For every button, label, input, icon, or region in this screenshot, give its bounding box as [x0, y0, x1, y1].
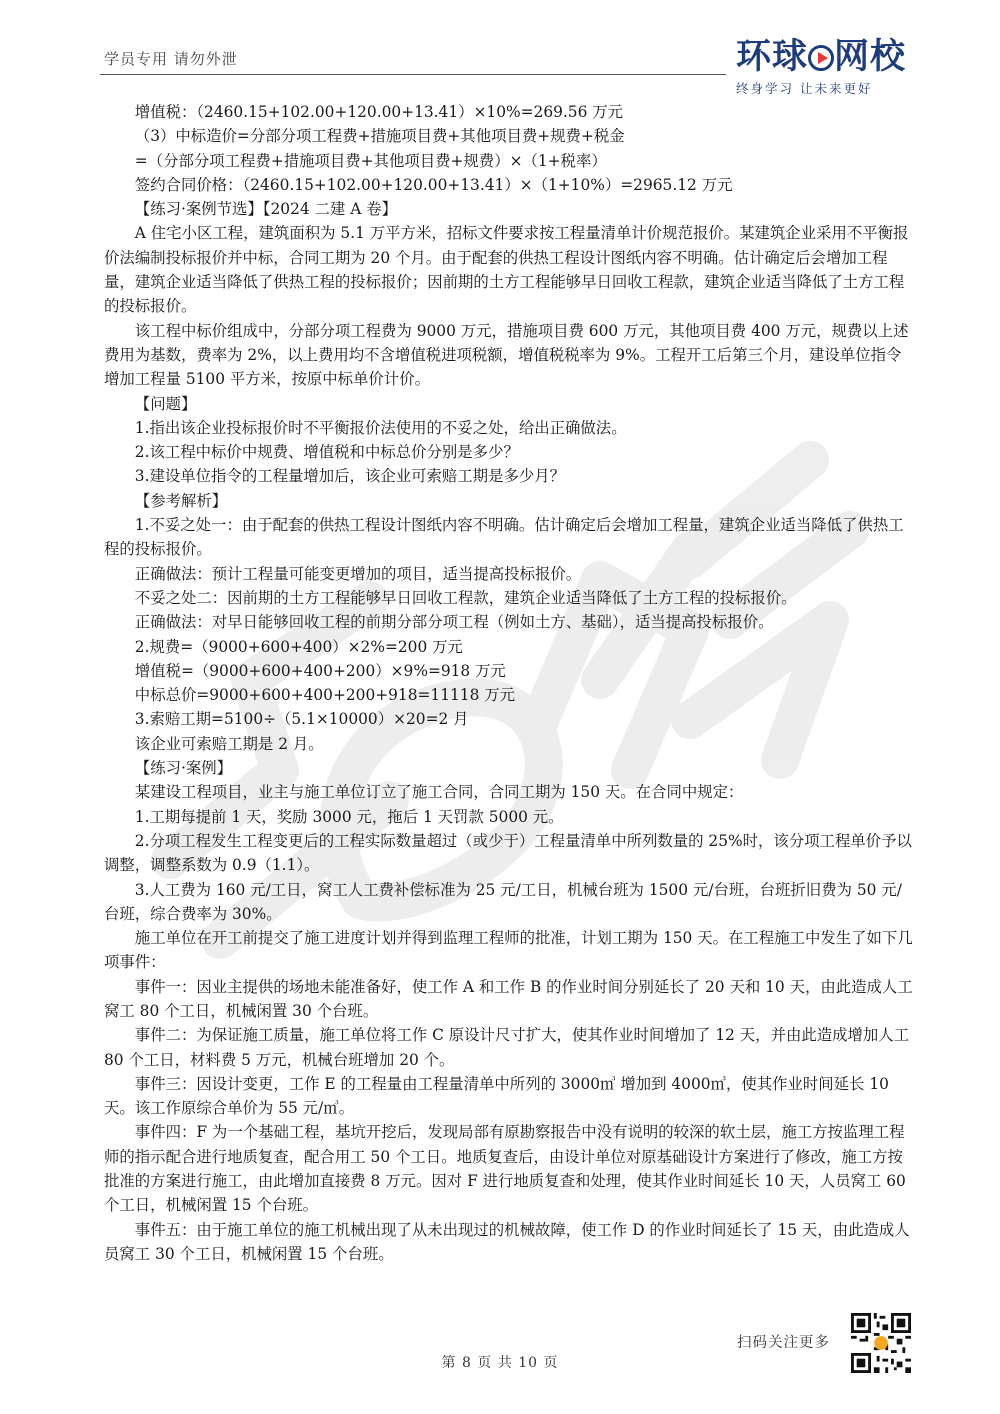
- logo-text-part1: 环球: [736, 37, 809, 77]
- document-body: [104, 100, 916, 1266]
- paragraph: 正确做法：对早日能够回收工程的前期分部分项工程（例如土方、基础），适当提高投标报价。: [134, 613, 774, 632]
- paragraph: 中标总价=9000+600+400+200+918=11118 万元: [134, 686, 516, 705]
- question-item: 3.建设单位指令的工程量增加后，该企业可索赔工期是多少月？: [134, 467, 566, 486]
- event-paragraph: 事件四：F 为一个基础工程，基坑开挖后，发现局部有原勘察报告中没有说明的较深的软土层，施工方按监理工程师的指示配合进行地质复查，配合用工 50 个工日。地质复查后，由设计单位对原基础设计方案进行了修改，施工方按批准的方案进行施工，由此增加直接费 8 万元。因对 F 进行地质复查和处理，使其作业时间延长 10 天，人员窝工 60 个工日，机械闲置 15 个台班。: [104, 1123, 906, 1215]
- paragraph: 施工单位在开工前提交了施工进度计划并得到监理工程师的批准，计划工期为 150 天。在工程施工中发生了如下几项事件：: [104, 929, 913, 972]
- paragraph: 2.规费=（9000+600+400）×2%=200 万元: [134, 637, 463, 656]
- paragraph: 增值税：（2460.15+102.00+120.00+13.41）×10%=269.56 万元: [134, 103, 624, 121]
- play-icon: [808, 45, 834, 71]
- question-item: 2.该工程中标价中规费、增值税和中标总价分别是多少？: [134, 443, 519, 462]
- logo-wordmark: [736, 38, 926, 76]
- event-paragraph: 事件二：为保证施工质量，施工单位将工作 C 原设计尺寸扩大，使其作业时间增加了 12 天，并由此造成增加人工 80 个工日，材料费 5 万元，机械台班增加 20 个。: [104, 1026, 910, 1069]
- paragraph: 增值税=（9000+600+400+200）×9%=918 万元: [134, 661, 506, 680]
- paragraph: 正确做法：预计工程量可能变更增加的项目，适当提高投标报价。: [134, 564, 582, 583]
- paragraph: 该企业可索赔工期是 2 月。: [134, 734, 324, 753]
- header-confidential-text: 学员专用 请勿外泄: [104, 50, 238, 68]
- paragraph: 1.工期每提前 1 天，奖励 3000 元，拖后 1 天罚款 5000 元。: [134, 807, 564, 826]
- paragraph: 3.人工费为 160 元/工日，窝工人工费补偿标准为 25 元/工日，机械台班为 1500 元/台班，台班折旧费为 50 元/台班，综合费率为 30%。: [104, 880, 902, 923]
- brand-logo: [736, 38, 926, 98]
- paragraph: 签约合同价格：（2460.15+102.00+120.00+13.41）×（1+10%）=2965.12 万元: [134, 175, 733, 194]
- section-heading: 【练习·案例】: [134, 759, 233, 778]
- page-number: 第 8 页 共 10 页: [441, 1355, 559, 1371]
- qr-caption: 扫码关注更多: [737, 1335, 830, 1351]
- paragraph: 某建设工程项目，业主与施工单位订立了施工合同，合同工期为 150 天。在合同中规定：: [134, 783, 744, 802]
- question-item: 1.指出该企业投标报价时不平衡报价法使用的不妥之处，给出正确做法。: [134, 418, 627, 437]
- paragraph: 该工程中标价组成中，分部分项工程费为 9000 万元，措施项目费 600 万元，其他项目费 400 万元，规费以上述费用为基数，费率为 2%，以上费用均不含增值税进项税额，增值税税率为 9%。工程开工后第三个月，建设单位指令增加工程量 5100 平方米，按原中标单价计价。: [104, 321, 909, 389]
- paragraph: =（分部分项工程费+措施项目费+其他项目费+规费）×（1+税率）: [134, 151, 607, 170]
- section-heading: 【参考解析】: [134, 491, 228, 510]
- paragraph: 2.分项工程发生工程变更后的工程实际数量超过（或少于）工程量清单中所列数量的 25%时，该分项工程单价予以调整，调整系数为 0.9（1.1）。: [104, 831, 912, 875]
- logo-slogan: 终身学习 让未来更好: [736, 81, 873, 96]
- paragraph: 3.索赔工期=5100÷（5.1×10000）×20=2 月: [134, 710, 469, 729]
- paragraph: 1.不妥之处一：由于配套的供热工程设计图纸内容不明确。估计确定后会增加工程量，建筑企业适当降低了供热工程的投标报价。: [104, 516, 904, 559]
- paragraph: 不妥之处二：因前期的土方工程能够早日回收工程款，建筑企业适当降低了土方工程的投标报价。: [134, 588, 797, 607]
- qr-center-logo-icon: [874, 1336, 888, 1350]
- event-paragraph: 事件五：由于施工单位的施工机械出现了从未出现过的机械故障，使工作 D 的作业时间延长了 15 天，由此造成人员窝工 30 个工日，机械闲置 15 个台班。: [104, 1220, 910, 1263]
- event-paragraph: 事件一：因业主提供的场地未能准备好，使工作 A 和工作 B 的作业时间分别延长了 20 天和 10 天，由此造成人工窝工 80 个工日，机械闲置 30 个台班。: [104, 977, 913, 1020]
- event-paragraph: 事件三：因设计变更，工作 E 的工程量由工程量清单中所列的 3000㎥ 增加到 4000㎥，使其作业时间延长 10 天。该工作原综合单价为 55 元/㎥。: [104, 1074, 889, 1118]
- logo-text-part2: 网校: [834, 37, 907, 77]
- paragraph: A 住宅小区工程，建筑面积为 5.1 万平方米，招标文件要求按工程量清单计价规范报价。某建筑企业采用不平衡报价法编制投标报价并中标，合同工期为 20 个月。由于配套的供热工程设计图纸内容不明确。估计确定后会增加工程量，建筑企业适当降低了供热工程的投标报价；因前期的土方工程能够早日回收工程款，建筑企业适当降低了土方工程的投标报价。: [104, 224, 909, 316]
- section-heading: 【练习·案例节选】【2024 二建 A 卷】: [134, 200, 398, 219]
- paragraph: （3）中标造价=分部分项工程费+措施项目费+其他项目费+规费+税金: [134, 127, 625, 146]
- section-heading: 【问题】: [134, 394, 197, 413]
- header-divider: [100, 74, 726, 75]
